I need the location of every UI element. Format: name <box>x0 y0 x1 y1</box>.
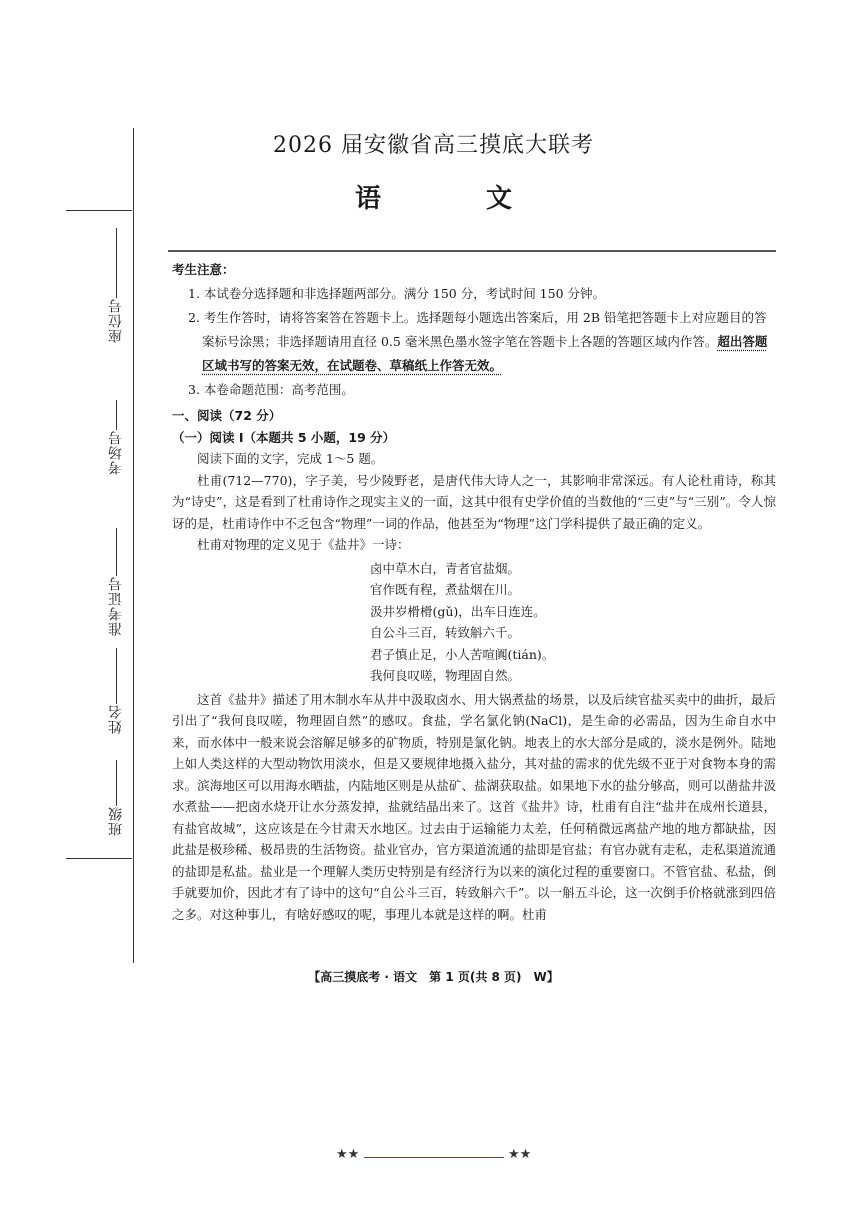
exam-title: 2026 届安徽省高三摸底大联考 <box>273 133 594 158</box>
subject-title: 语 文 <box>354 184 561 214</box>
seat-number-blank <box>116 228 117 298</box>
poem-line: 卤中草木白，青者官盐烟。 <box>370 560 521 576</box>
poem-line: 我何良叹嗟，物理固自然。 <box>370 668 521 683</box>
poem-line: 君子慎止足，小人苦喧阗(tián)。 <box>370 646 555 662</box>
poem-line: 官作既有程，煮盐烟在川。 <box>370 582 521 597</box>
section-subtitle: （一）阅读 Ⅰ（本题共 5 小题，19 分） <box>172 429 396 445</box>
ticket-number-blank <box>116 528 117 576</box>
notice-item-2-text: 2. 考生作答时，请将答案答在答题卡上。选择题每小题选出答案后，用 2B 铅笔把答题卡上对应题目的答案标号涂黑；非选择题请用直径 0.5 毫米黑色墨水签字笔在答题卡上各题的答题区域内作答。 <box>188 310 767 349</box>
binding-field-name <box>104 648 128 734</box>
exam-room-label: 考场号 <box>108 430 124 475</box>
name-label: 姓名 <box>108 704 124 734</box>
header-rule <box>168 250 776 252</box>
poem <box>370 558 776 687</box>
notice-block <box>172 258 774 402</box>
ticket-number-label: 准考证号 <box>108 576 124 636</box>
binding-field-room <box>104 400 128 475</box>
binding-line <box>133 128 134 963</box>
instruction: 阅读下面的文字，完成 1～5 题。 <box>197 451 384 466</box>
seat-number-label: 座位号 <box>108 298 124 343</box>
poem-line: 汲井岁榾榾(gǔ)，出车日连连。 <box>370 603 546 619</box>
footer-decoration <box>336 1147 532 1166</box>
page-footer: 【高三摸底考 · 语文 第 1 页(共 8 页) W】 <box>308 970 559 984</box>
star-icon: ★★ <box>508 1147 532 1162</box>
notice-item-1: 1. 本试卷分选择题和非选择题两部分。满分 150 分，考试时间 150 分钟。 <box>188 286 606 301</box>
star-icon: ★★ <box>336 1147 360 1162</box>
notice-emphasis: 超出答题区域书写的答案无效，在试题卷、草稿纸上作答无效。 <box>202 334 768 373</box>
binding-field-class <box>104 760 128 836</box>
binding-field-seat <box>104 228 128 343</box>
decoration-line <box>364 1157 504 1158</box>
name-blank <box>116 648 117 704</box>
passage-paragraph-3: 这首《盐井》描述了用木制水车从井中汲取卤水、用大锅煮盐的场景，以及后续官盐买卖中的曲折，最后引出了“我何良叹嗟，物理固自然”的感叹。食盐，学名氯化钠(NaCl)，是生命的必需品，因为生命自水中来，而水体中一般来说会溶解足够多的矿物质，特别是氯化钠。地表上的水大部分是咸的，淡水是例外。陆地上如人类这样的大型动物饮用淡水，但是又要规律地摄入盐分，其对盐的需求的优先级不亚于对食物本身的需求。滨海地区可以用海水晒盐，内陆地区则是从盐矿、盐湖获取盐。如果地下水的盐分够高，则可以凿盐井汲水煮盐——把卤水烧开让水分蒸发掉，盐就结晶出来了。这首《盐井》诗，杜甫有自注“盐井在成州长道县，有盐官故城”，这应该是在今甘肃天水地区。过去由于运输能力太差，任何稍微远离盐产地的地方都缺盐，因此盐是极珍稀、极昂贵的生活物资。盐业官办，官方渠道流通的盐即是官盐；有官办就有走私，走私渠道流通的盐即是私盐。盐业是一个理解人类历史特别是有经济行为以来的演化过程的重要窗口。不管官盐、私盐，倒手就要加价，因此才有了诗中的这句“自公斗三百，转致斛六千”。以一斛五斗论，这一次倒手价格就涨到四倍之多。对这种事儿，有啥好感叹的呢，事理儿本就是这样的啊。杜甫 <box>172 691 776 922</box>
passage-paragraph-1: 杜甫(712—770)，字子美，号少陵野老，是唐代伟大诗人之一，其影响非常深远。有人论杜甫诗，称其为“诗史”，这是看到了杜甫诗作之现实主义的一面，这其中很有史学价值的当数他的“三吏”与“三别”。令人惊讶的是，杜甫诗作中不乏包含“物理”一词的作品，他甚至为“物理”这门学科提供了最正确的定义。 <box>172 472 776 531</box>
binding-field-ticket <box>104 528 128 636</box>
class-label: 班级 <box>108 806 124 836</box>
binding-rule-bottom <box>66 858 132 859</box>
notice-item-3: 3. 本卷命题范围：高考范围。 <box>188 382 354 397</box>
class-blank <box>116 760 117 806</box>
reading-section <box>172 405 776 925</box>
notice-heading: 考生注意： <box>172 262 235 277</box>
passage-paragraph-2: 杜甫对物理的定义见于《盐井》一诗： <box>197 537 410 552</box>
exam-room-blank <box>116 400 117 430</box>
section-title: 一、阅读（72 分） <box>172 408 282 423</box>
notice-item-2 <box>172 306 774 378</box>
poem-line: 自公斗三百，转致斛六千。 <box>370 625 521 640</box>
